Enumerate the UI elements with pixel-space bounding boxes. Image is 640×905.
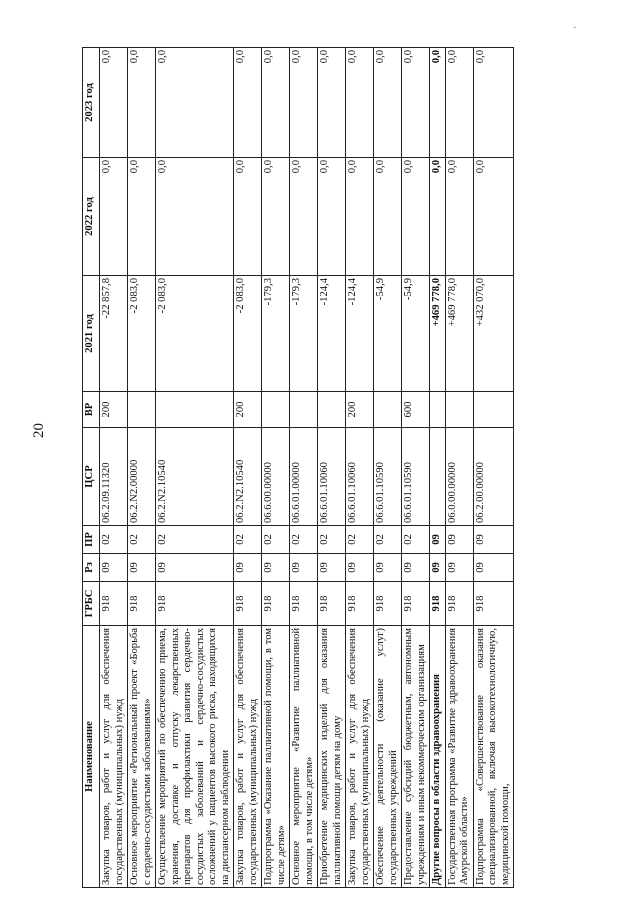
- cell-rz: 09: [445, 554, 473, 582]
- cell-pr: 02: [346, 526, 374, 554]
- cell-name: Обеспечение деятельности (оказание услуг) государственных учреждений: [374, 626, 402, 888]
- cell-rz: 09: [128, 554, 156, 582]
- cell-grbs: 918: [374, 582, 402, 626]
- cell-grbs: 918: [262, 582, 290, 626]
- cell-name: Приобретение медицинских изделий для оказания паллиативной помощи детям на дому: [318, 626, 346, 888]
- header-pr: ПР: [83, 526, 100, 554]
- cell-pr: 02: [156, 526, 234, 554]
- cell-grbs: 918: [430, 582, 446, 626]
- cell-rz: 09: [100, 554, 128, 582]
- cell-2021: -179,3: [262, 276, 290, 392]
- table-header-row: [83, 48, 100, 888]
- cell-rz: 09: [234, 554, 262, 582]
- cell-2021: -22 857,8: [100, 276, 128, 392]
- cell-name: Другие вопросы в области здравоохранения: [430, 626, 446, 888]
- cell-2022: 0,0: [445, 158, 473, 276]
- cell-2023: 0,0: [290, 48, 318, 158]
- cell-pr: 02: [100, 526, 128, 554]
- cell-grbs: 918: [445, 582, 473, 626]
- cell-name: Основное мероприятие «Развитие паллиативной помощи, в том числе детям»: [290, 626, 318, 888]
- table-row: [402, 48, 430, 888]
- header-2023: 2023 год: [83, 48, 100, 158]
- header-vr: ВР: [83, 392, 100, 428]
- cell-2023: 0,0: [128, 48, 156, 158]
- cell-vr: 600: [402, 392, 430, 428]
- table-row: [128, 48, 156, 888]
- cell-2021: -124,4: [346, 276, 374, 392]
- cell-2023: 0,0: [262, 48, 290, 158]
- cell-name: Закупка товаров, работ и услуг для обеспечения государственных (муниципальных) нужд: [100, 626, 128, 888]
- cell-2021: -179,3: [290, 276, 318, 392]
- cell-pr: 02: [128, 526, 156, 554]
- cell-vr: [374, 392, 402, 428]
- cell-vr: [318, 392, 346, 428]
- header-name: Наименование: [83, 626, 100, 888]
- table-row: [234, 48, 262, 888]
- cell-2022: 0,0: [156, 158, 234, 276]
- cell-csr: 06.2.N2.00000: [128, 428, 156, 526]
- cell-2023: 0,0: [402, 48, 430, 158]
- header-grbs: ГРБС: [83, 582, 100, 626]
- cell-pr: 02: [318, 526, 346, 554]
- cell-rz: 09: [473, 554, 514, 582]
- cell-rz: 09: [402, 554, 430, 582]
- cell-vr: 200: [100, 392, 128, 428]
- cell-name: Государственная программа «Развитие здравоохранения Амурской области»: [445, 626, 473, 888]
- table-row: [100, 48, 128, 888]
- cell-2022: 0,0: [318, 158, 346, 276]
- cell-2021: -54,9: [402, 276, 430, 392]
- table-row: [346, 48, 374, 888]
- cell-2022: 0,0: [430, 158, 446, 276]
- cell-name: Подпрограмма «Совершенствование оказания специализированной, включая высокотехнологичную, медицинской помощи,: [473, 626, 514, 888]
- cell-grbs: 918: [473, 582, 514, 626]
- cell-csr: 06.6.01.00000: [290, 428, 318, 526]
- cell-2023: 0,0: [346, 48, 374, 158]
- cell-pr: 09: [445, 526, 473, 554]
- cell-2022: 0,0: [234, 158, 262, 276]
- cell-2022: 0,0: [128, 158, 156, 276]
- cell-vr: 200: [346, 392, 374, 428]
- cell-name: Предоставление субсидий бюджетным, автономным учреждениям и иным некоммерческим организациям: [402, 626, 430, 888]
- cell-2021: -124,4: [318, 276, 346, 392]
- cell-2022: 0,0: [290, 158, 318, 276]
- page-number: 20: [31, 423, 47, 438]
- cell-pr: 09: [473, 526, 514, 554]
- cell-rz: 09: [374, 554, 402, 582]
- cell-vr: [262, 392, 290, 428]
- cell-vr: [445, 392, 473, 428]
- cell-grbs: 918: [290, 582, 318, 626]
- cell-vr: [156, 392, 234, 428]
- header-rz: Рз: [83, 554, 100, 582]
- cell-2021: -2 083,0: [156, 276, 234, 392]
- cell-rz: 09: [430, 554, 446, 582]
- cell-name: Подпрограмма «Оказание паллиативной помощи, в том числе детям»: [262, 626, 290, 888]
- cell-vr: [473, 392, 514, 428]
- cell-csr: 06.6.01.10060: [346, 428, 374, 526]
- table-row: [430, 48, 446, 888]
- table-row: [445, 48, 473, 888]
- cell-name: Основное мероприятие «Региональный проект «Борьба с сердечно-сосудистыми заболеваниями»: [128, 626, 156, 888]
- cell-2023: 0,0: [473, 48, 514, 158]
- cell-pr: 02: [374, 526, 402, 554]
- cell-pr: 02: [290, 526, 318, 554]
- cell-grbs: 918: [402, 582, 430, 626]
- cell-2022: 0,0: [473, 158, 514, 276]
- cell-pr: 02: [234, 526, 262, 554]
- cell-2022: 0,0: [374, 158, 402, 276]
- table-row: [262, 48, 290, 888]
- cell-2023: 0,0: [445, 48, 473, 158]
- table-row: [473, 48, 514, 888]
- cell-grbs: 918: [128, 582, 156, 626]
- header-csr: ЦСР: [83, 428, 100, 526]
- cell-csr: 06.6.00.00000: [262, 428, 290, 526]
- rotated-table-region: [82, 48, 627, 888]
- header-2022: 2022 год: [83, 158, 100, 276]
- cell-rz: 09: [318, 554, 346, 582]
- table-row: [156, 48, 234, 888]
- cell-csr: 06.2.09.11320: [100, 428, 128, 526]
- cell-2023: 0,0: [234, 48, 262, 158]
- cell-pr: 09: [430, 526, 446, 554]
- cell-2023: 0,0: [100, 48, 128, 158]
- cell-rz: 09: [156, 554, 234, 582]
- cell-csr: 06.2.00.00000: [473, 428, 514, 526]
- cell-grbs: 918: [100, 582, 128, 626]
- cell-name: Закупка товаров, работ и услуг для обеспечения государственных (муниципальных) нужд: [234, 626, 262, 888]
- edge-mark: ·: [573, 22, 577, 34]
- cell-vr: 200: [234, 392, 262, 428]
- cell-2022: 0,0: [402, 158, 430, 276]
- cell-2022: 0,0: [262, 158, 290, 276]
- cell-2021: +469 778,0: [445, 276, 473, 392]
- cell-2023: 0,0: [430, 48, 446, 158]
- table-row: [374, 48, 402, 888]
- cell-2021: -2 083,0: [234, 276, 262, 392]
- cell-csr: 06.2.N2.10540: [156, 428, 234, 526]
- header-2021: 2021 год: [83, 276, 100, 392]
- cell-pr: 02: [262, 526, 290, 554]
- table-row: [318, 48, 346, 888]
- cell-csr: 06.2.N2.10540: [234, 428, 262, 526]
- cell-grbs: 918: [318, 582, 346, 626]
- cell-2021: -54,9: [374, 276, 402, 392]
- cell-2021: -2 083,0: [128, 276, 156, 392]
- cell-csr: 06.6.01.10060: [318, 428, 346, 526]
- cell-2021: +432 070,0: [473, 276, 514, 392]
- cell-2023: 0,0: [156, 48, 234, 158]
- cell-rz: 09: [346, 554, 374, 582]
- cell-csr: 06.0.00.00000: [445, 428, 473, 526]
- cell-grbs: 918: [346, 582, 374, 626]
- cell-grbs: 918: [156, 582, 234, 626]
- table-body: [100, 48, 514, 888]
- cell-grbs: 918: [234, 582, 262, 626]
- cell-2021: +469 778,0: [430, 276, 446, 392]
- cell-name: Осуществление мероприятий по обеспечению приема, хранения, доставке и отпуску лекарственных препаратов для профилактики развития сердечно-сосудистых заболеваний и сердечно-сосудистых осложнений у пациентов высокого риска, находящихся на диспансерном наблюдении: [156, 626, 234, 888]
- cell-2022: 0,0: [346, 158, 374, 276]
- budget-table: [82, 47, 514, 888]
- cell-vr: [128, 392, 156, 428]
- cell-vr: [290, 392, 318, 428]
- cell-pr: 02: [402, 526, 430, 554]
- cell-2022: 0,0: [100, 158, 128, 276]
- cell-rz: 09: [290, 554, 318, 582]
- cell-rz: 09: [262, 554, 290, 582]
- cell-name: Закупка товаров, работ и услуг для обеспечения государственных (муниципальных) нужд: [346, 626, 374, 888]
- table-row: [290, 48, 318, 888]
- cell-vr: [430, 392, 446, 428]
- cell-csr: [430, 428, 446, 526]
- cell-2023: 0,0: [374, 48, 402, 158]
- cell-csr: 06.6.01.10590: [402, 428, 430, 526]
- cell-csr: 06.6.01.10590: [374, 428, 402, 526]
- cell-2023: 0,0: [318, 48, 346, 158]
